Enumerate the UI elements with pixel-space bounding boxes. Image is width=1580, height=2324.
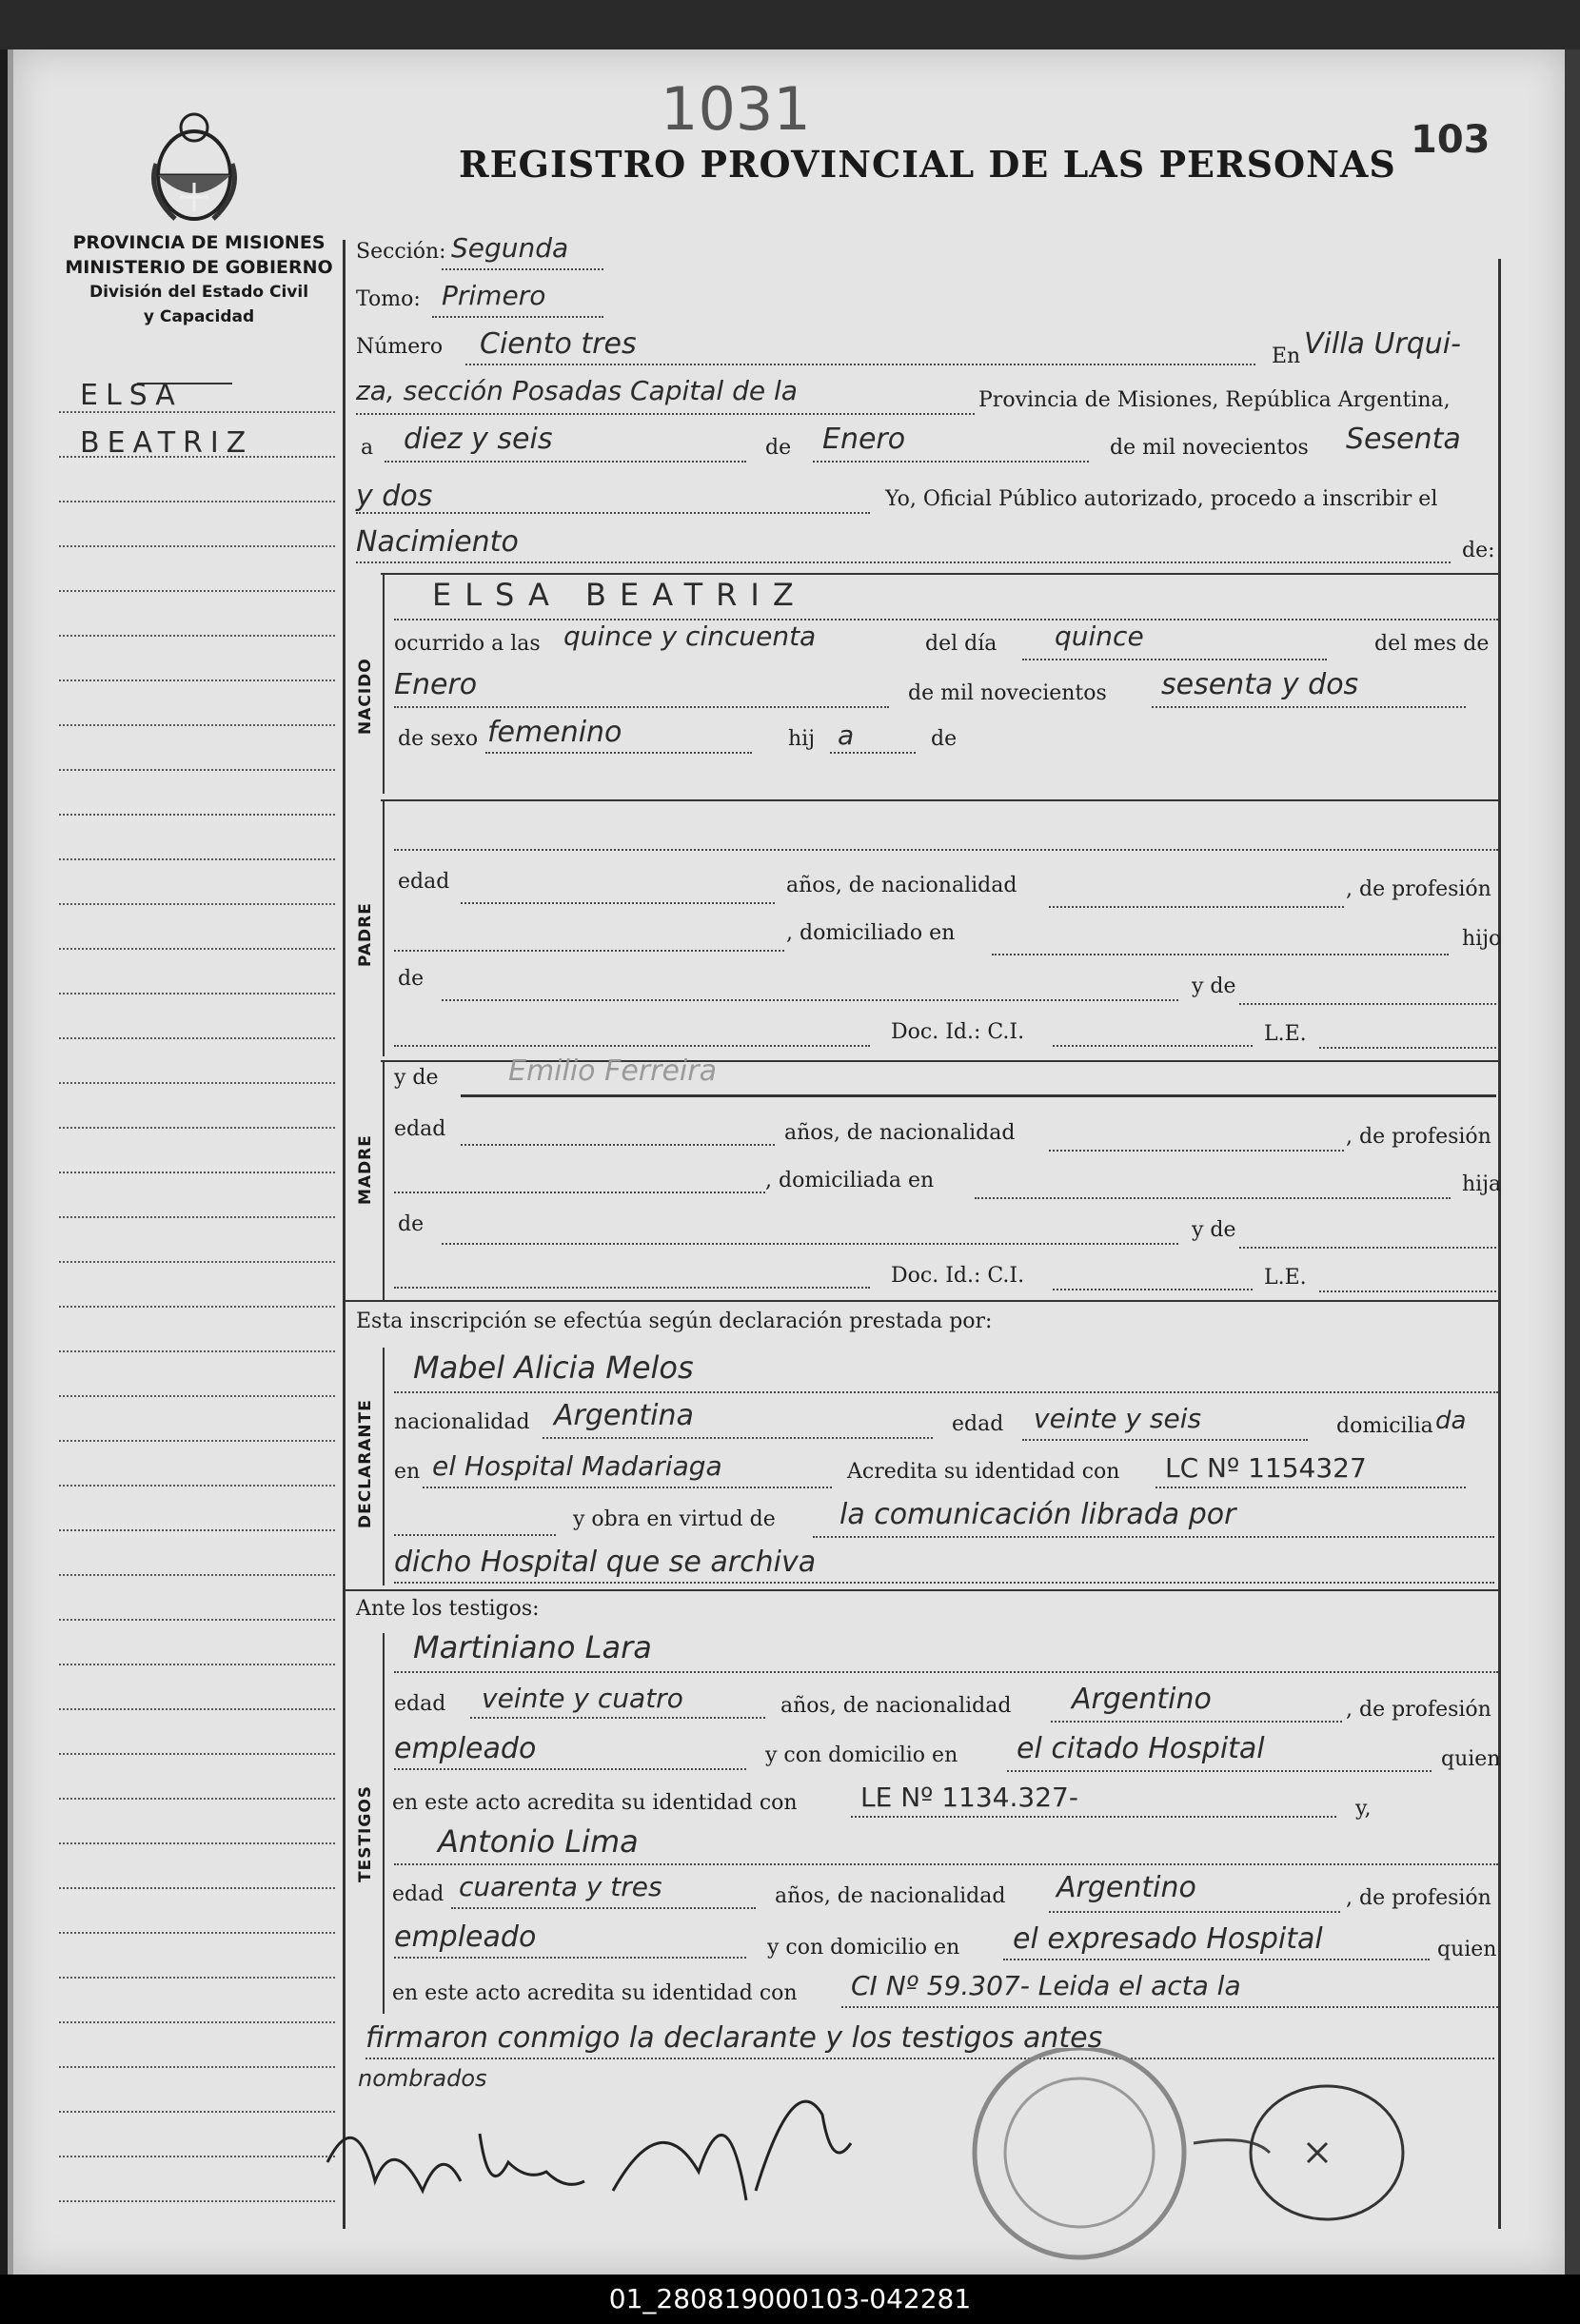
- section-rule: [381, 799, 1498, 801]
- margin-ruled-line: [59, 1708, 335, 1710]
- dotted-line: [465, 364, 1255, 365]
- margin-ruled-line: [59, 1261, 335, 1263]
- file-id-caption: 01_280819000103-042281: [0, 2275, 1580, 2324]
- sexo-label: de sexo: [398, 727, 479, 751]
- dotted-line: [1239, 1247, 1496, 1249]
- dotted-line: [830, 752, 916, 754]
- t2-profesion-value: empleado: [394, 1920, 537, 1954]
- margin-ruled-line: [59, 501, 335, 502]
- margin-ruled-line: [59, 1350, 335, 1352]
- margin-ruled-line: [59, 2156, 335, 2157]
- margin-ruled-line: [59, 2200, 335, 2202]
- declarante-section-label: DECLARANTE: [356, 1399, 375, 1528]
- declarante-edad-value: veinte y seis: [1034, 1403, 1202, 1434]
- dotted-line: [1155, 1487, 1466, 1488]
- margin-ruled-line: [59, 635, 335, 637]
- dotted-line: [975, 1197, 1451, 1199]
- margin-ruled-line: [59, 724, 335, 726]
- declarante-en-value: el Hospital Madariaga: [432, 1450, 722, 1482]
- margin-ruled-line: [59, 903, 335, 905]
- del-dia-label: del día: [925, 632, 997, 656]
- cierre-line-1: firmaron conmigo la declarante y los testigos antes: [365, 2021, 1103, 2055]
- obra-value: la comunicación librada por: [839, 1498, 1236, 1531]
- dotted-line: [442, 999, 1178, 1001]
- dotted-line: [394, 619, 1498, 620]
- handwritten-number: 1031: [661, 74, 811, 144]
- nacionalidad-label: nacionalidad: [394, 1410, 530, 1434]
- dotted-line: [1051, 1721, 1342, 1723]
- t1-domicilio-value: el citado Hospital: [1017, 1732, 1265, 1765]
- dotted-line: [543, 1437, 933, 1439]
- main-border-right: [1498, 259, 1501, 2229]
- dotted-line: [394, 1192, 765, 1193]
- margin-name-line: BEATRIZ: [80, 426, 254, 460]
- dotted-line: [394, 849, 1498, 851]
- hij-suffix: a: [838, 719, 855, 751]
- document-page: [8, 49, 1565, 2275]
- dotted-line: [1049, 906, 1344, 908]
- dotted-line: [451, 1907, 756, 1909]
- cierre-line-2: nombrados: [358, 2065, 487, 2092]
- margin-ruled-line: [59, 1619, 335, 1621]
- margin-ruled-line: [59, 1753, 335, 1755]
- margin-ruled-line: [59, 1172, 335, 1173]
- testigos-section-label: TESTIGOS: [356, 1784, 375, 1882]
- acto-value: Nacimiento: [356, 525, 519, 559]
- margin-ruled-line: [59, 1440, 335, 1442]
- margin-ruled-line: [59, 1842, 335, 1844]
- tomo-value: Primero: [442, 280, 546, 311]
- margin-ruled-line: [59, 1664, 335, 1665]
- dotted-line: [394, 950, 784, 952]
- margin-ruled-line: [59, 456, 335, 458]
- section-bar: [383, 1633, 385, 2014]
- tomo-label: Tomo:: [356, 287, 421, 311]
- padre-de-label: de: [398, 967, 425, 991]
- madre-le-label: L.E.: [1264, 1266, 1307, 1290]
- dotted-line: [394, 1287, 870, 1289]
- madre-de-label: de: [398, 1212, 425, 1236]
- dotted-line: [394, 1582, 1494, 1584]
- obra-label: y obra en virtud de: [573, 1507, 776, 1531]
- padre-doc-label: Doc. Id.: C.I.: [891, 1020, 1025, 1044]
- domicilia-suffix: da: [1435, 1407, 1467, 1435]
- dotted-line: [394, 1391, 1498, 1393]
- dotted-line: [461, 1144, 775, 1146]
- mes-label: del mes de: [1374, 632, 1490, 656]
- dotted-line: [1022, 659, 1327, 660]
- dotted-line: [851, 1816, 1336, 1818]
- dotted-line: [1239, 1003, 1496, 1005]
- dotted-line: [813, 1536, 1494, 1538]
- t1-quien-label: quien: [1441, 1747, 1501, 1771]
- section-bar: [383, 1348, 385, 1585]
- dotted-line: [1022, 1439, 1308, 1441]
- dotted-line: [442, 268, 603, 270]
- dotted-line: [394, 1671, 1498, 1673]
- declarante-intro: Esta inscripción se efectúa según declaración prestada por:: [356, 1310, 993, 1333]
- t1-nacionalidad-value: Argentino: [1072, 1683, 1212, 1716]
- t2-domicilio-label: y con domicilio en: [767, 1936, 960, 1960]
- sexo-value: femenino: [487, 716, 622, 749]
- margin-ruled-line: [59, 769, 335, 771]
- dotted-line: [394, 1534, 556, 1536]
- hij-label: hij: [788, 727, 816, 751]
- madre-nombre-tachado: Emilio Ferreira: [508, 1054, 717, 1088]
- padre-edad-label: edad: [398, 870, 450, 894]
- t1-acredita-label: en este acto acredita su identidad con: [392, 1791, 798, 1815]
- yo-text: Yo, Oficial Público autorizado, procedo a inscribir el: [885, 487, 1438, 511]
- margin-ruled-line: [59, 545, 335, 547]
- dotted-line: [461, 902, 775, 904]
- t2-domicilio-value: el expresado Hospital: [1013, 1922, 1323, 1956]
- dotted-line: [432, 316, 603, 318]
- t2-anos-label: años, de nacionalidad: [775, 1884, 1006, 1908]
- dotted-line: [394, 1863, 1498, 1865]
- padre-hijo-label: hijo: [1462, 927, 1502, 951]
- madre-domiciliada-label: , domiciliada en: [765, 1169, 935, 1192]
- mil-label: de mil novecientos: [1110, 436, 1309, 460]
- section-rule: [343, 1589, 1498, 1591]
- t2-doc-value: CI Nº 59.307- Leida el acta la: [851, 1970, 1241, 2001]
- madre-doc-label: Doc. Id.: C.I.: [891, 1264, 1025, 1288]
- de-colon: de:: [1462, 539, 1495, 562]
- t1-y-label: y,: [1355, 1797, 1372, 1821]
- t2-profesion-label: , de profesión: [1346, 1886, 1491, 1910]
- section-bar: [383, 575, 385, 794]
- dotted-line: [1007, 1770, 1432, 1772]
- t2-acredita-label: en este acto acredita su identidad con: [392, 1981, 798, 2005]
- dotted-line: [1049, 1911, 1340, 1913]
- padre-y-de-label: y de: [1192, 975, 1236, 998]
- institution-line: y Capacidad: [143, 307, 255, 326]
- institution-line: PROVINCIA DE MISIONES: [72, 232, 326, 253]
- dotted-line: [423, 1487, 832, 1488]
- signatures-and-seal: [299, 2048, 1498, 2267]
- t2-edad-value: cuarenta y tres: [459, 1871, 662, 1902]
- madre-hija-label: hija: [1462, 1172, 1502, 1196]
- strikeout-line: [461, 1094, 1496, 1097]
- dotted-line: [1152, 706, 1466, 708]
- nacido-section-label: NACIDO: [356, 658, 375, 735]
- dotted-line: [485, 752, 752, 754]
- margin-ruled-line: [59, 993, 335, 995]
- numero-label: Número: [356, 335, 444, 359]
- dotted-line: [1319, 1047, 1496, 1049]
- margin-ruled-line: [59, 1082, 335, 1084]
- scan-top-strip: [0, 0, 1580, 49]
- mes-value: Enero: [394, 668, 478, 701]
- margin-ruled-line: [59, 2111, 335, 2113]
- dotted-line: [394, 1957, 746, 1959]
- section-rule: [381, 573, 1498, 575]
- institution-line: División del Estado Civil: [89, 283, 309, 302]
- margin-ruled-line: [59, 411, 335, 413]
- margin-ruled-line: [59, 1485, 335, 1487]
- dotted-line: [394, 1045, 870, 1047]
- madre-profesion-label: , de profesión: [1346, 1125, 1491, 1149]
- de-nac-label: de: [931, 727, 958, 751]
- madre-anos-label: años, de nacionalidad: [784, 1121, 1016, 1145]
- seccion-label: Sección:: [356, 240, 446, 264]
- madre-y-de-label: y de: [394, 1066, 439, 1090]
- section-rule: [343, 1300, 1498, 1302]
- de-label: de: [765, 436, 792, 460]
- dotted-line: [356, 512, 870, 514]
- ocurrido-label: ocurrido a las: [394, 632, 541, 656]
- a-label: a: [361, 436, 374, 460]
- dotted-line: [1003, 1959, 1430, 1960]
- en-value: Villa Urqui-: [1304, 327, 1461, 361]
- padre-le-label: L.E.: [1264, 1022, 1307, 1046]
- testigo2-nombre: Antonio Lima: [438, 1823, 639, 1860]
- nacionalidad-value: Argentina: [554, 1399, 694, 1432]
- t2-nacionalidad-value: Argentino: [1057, 1871, 1196, 1904]
- t1-edad-value: veinte y cuatro: [482, 1683, 683, 1714]
- domicilia-label: domicilia: [1336, 1414, 1433, 1438]
- section-bar: [383, 1062, 385, 1300]
- coat-of-arms-icon: [137, 107, 251, 230]
- declarante-nombre: Mabel Alicia Melos: [413, 1349, 694, 1386]
- acredita-label: Acredita su identidad con: [847, 1460, 1120, 1484]
- dotted-line: [394, 706, 889, 708]
- dotted-line: [1049, 1150, 1344, 1152]
- dotted-line: [356, 413, 975, 415]
- dotted-line: [841, 2006, 1498, 2008]
- margin-ruled-line: [59, 679, 335, 681]
- margin-ruled-line: [59, 1932, 335, 1934]
- padre-profesion-label: , de profesión: [1346, 877, 1491, 901]
- institution-block: [51, 230, 346, 329]
- institution-line: MINISTERIO DE GOBIERNO: [65, 257, 333, 278]
- page-number: 103: [1411, 118, 1491, 162]
- dia-value: quince: [1055, 620, 1144, 652]
- dotted-line: [356, 561, 1451, 563]
- margin-name-line: ELSA: [80, 379, 183, 412]
- dotted-line: [442, 1243, 1178, 1245]
- dotted-line: [394, 1768, 746, 1770]
- margin-ruled-line: [59, 1216, 335, 1218]
- t1-profesion-label: , de profesión: [1346, 1698, 1491, 1722]
- dotted-line: [470, 1717, 765, 1719]
- nacido-nombre: ELSA BEATRIZ: [432, 577, 807, 613]
- margin-ruled-line: [59, 1306, 335, 1308]
- madre-section-label: MADRE: [356, 1134, 375, 1205]
- anio-nac-value: sesenta y dos: [1161, 668, 1359, 701]
- dotted-line: [813, 461, 1089, 463]
- numero-value: Ciento tres: [480, 327, 637, 361]
- margin-ruled-line: [59, 814, 335, 816]
- testigo1-nombre: Martiniano Lara: [413, 1629, 652, 1665]
- madre-y-de2-label: y de: [1192, 1218, 1236, 1242]
- declarante-edad-label: edad: [952, 1412, 1004, 1436]
- margin-ruled-line: [59, 1395, 335, 1397]
- document-title: REGISTRO PROVINCIAL DE LAS PERSONAS: [459, 143, 1396, 186]
- margin-ruled-line: [59, 948, 335, 950]
- padre-section-label: PADRE: [356, 902, 375, 967]
- t2-edad-label: edad: [392, 1882, 444, 1906]
- seccion-value: Segunda: [451, 232, 569, 264]
- t2-quien-label: quien: [1437, 1938, 1497, 1961]
- dotted-line: [992, 954, 1449, 955]
- margin-ruled-line: [59, 1574, 335, 1576]
- t1-doc-value: LE Nº 1134.327-: [860, 1782, 1078, 1813]
- dotted-line: [1319, 1290, 1496, 1292]
- declarante-en-label: en: [394, 1460, 421, 1484]
- margin-ruled-line: [59, 1977, 335, 1979]
- margin-ruled-line: [59, 1887, 335, 1889]
- margin-ruled-line: [59, 590, 335, 592]
- en-label: En: [1272, 345, 1301, 368]
- section-bar: [383, 801, 385, 1056]
- t1-edad-label: edad: [394, 1692, 446, 1716]
- madre-edad-label: edad: [394, 1117, 446, 1141]
- margin-ruled-line: [59, 1127, 335, 1129]
- mil-label-2: de mil novecientos: [908, 681, 1107, 705]
- dotted-line: [1053, 1289, 1253, 1290]
- hora-value: quince y cincuenta: [563, 620, 817, 652]
- obra-cont-value: dicho Hospital que se archiva: [394, 1546, 817, 1579]
- padre-anos-label: años, de nacionalidad: [786, 874, 1017, 897]
- margin-ruled-line: [59, 1798, 335, 1800]
- t1-profesion-value: empleado: [394, 1732, 537, 1765]
- dotted-line: [1053, 1045, 1253, 1047]
- fecha-mes-value: Enero: [822, 423, 906, 456]
- t1-anos-label: años, de nacionalidad: [780, 1694, 1012, 1718]
- lugar-value: za, sección Posadas Capital de la: [356, 375, 798, 406]
- margin-ruled-line: [59, 1529, 335, 1531]
- margin-ruled-line: [59, 1037, 335, 1039]
- anio-value: Sesenta: [1346, 423, 1461, 456]
- main-border-left: [343, 240, 346, 2229]
- declarante-documento: LC Nº 1154327: [1165, 1452, 1367, 1484]
- anio-cont-value: y dos: [356, 480, 433, 513]
- fecha-dia-value: diez y seis: [404, 423, 553, 456]
- padre-domiciliado-label: , domiciliado en: [786, 921, 956, 945]
- t1-domicilio-label: y con domicilio en: [765, 1743, 958, 1767]
- margin-ruled-line: [59, 858, 335, 860]
- margin-ruled-line: [59, 2021, 335, 2023]
- dotted-line: [385, 461, 746, 463]
- margin-ruled-line: [59, 2066, 335, 2068]
- provincia-text: Provincia de Misiones, República Argentina,: [978, 388, 1451, 412]
- testigos-intro: Ante los testigos:: [356, 1597, 540, 1621]
